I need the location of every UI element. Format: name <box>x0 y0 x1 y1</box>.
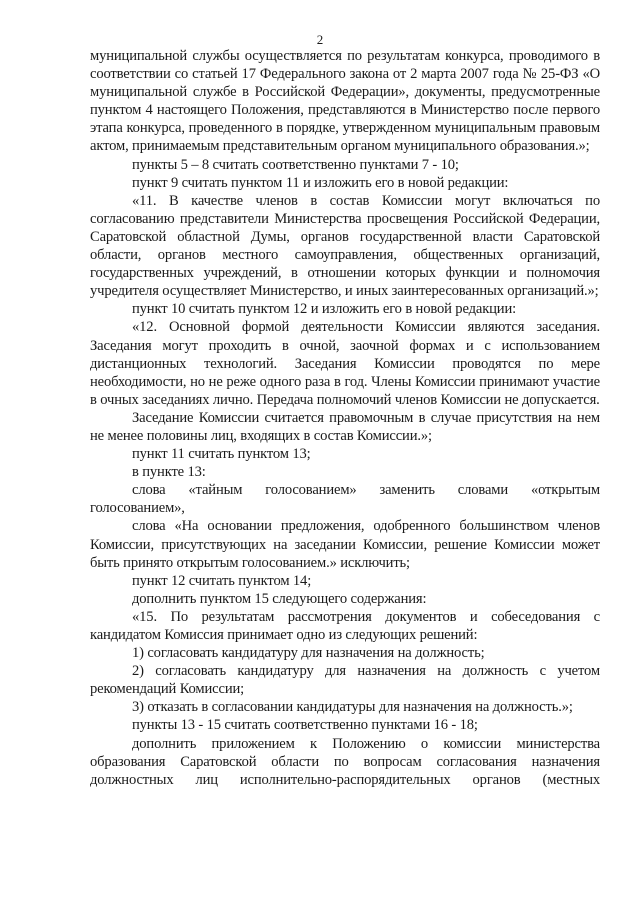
paragraph: пункты 5 – 8 считать соответственно пунктами 7 - 10; <box>132 156 459 173</box>
paragraph: 3) отказать в согласовании кандидатуры для назначения на должность.»; <box>132 699 573 716</box>
paragraph: пункты 13 - 15 считать соответственно пунктами 16 - 18; <box>132 717 478 734</box>
paragraph: слова «На основании предложения, одобренного большинством членов Комиссии, присутствующих на заседании Комиссии, решение Комиссии может быть принято открытым голосованием.» исключить; <box>90 518 600 571</box>
paragraph: «12. Основной формой деятельности Комиссии являются заседания. Заседания могут проходить в очной, заочной формах и с использованием дистанционных технологий. Заседания Комиссии проводятся по мере необходимости, но не реже одного раза в год. Члены Комиссии принимают участие в очных заседаниях лично. Передача полномочий членов Комиссии не допускается. <box>90 319 600 408</box>
paragraph: дополнить пунктом 15 следующего содержания: <box>132 590 427 607</box>
paragraph: 1) согласовать кандидатуру для назначения на должность; <box>132 645 485 662</box>
paragraph: пункт 9 считать пунктом 11 и изложить его в новой редакции: <box>132 174 509 191</box>
paragraph: 2) согласовать кандидатуру для назначения на должность с учетом рекомендаций Комиссии; <box>90 663 600 698</box>
paragraph: слова «тайным голосованием» заменить словами «открытым голосованием», <box>90 482 600 517</box>
page-number: 2 <box>316 32 324 47</box>
paragraph: пункт 10 считать пунктом 12 и изложить его в новой редакции: <box>132 301 517 318</box>
paragraph: Заседание Комиссии считается правомочным в случае присутствия на нем не менее половины лиц, входящих в состав Комиссии.»; <box>90 409 600 444</box>
paragraph: «11. В качестве членов в состав Комиссии могут включаться по согласованию представители Министерства просвещения Российской Федерации, Саратовской областной Думы, органов государственной власти Саратовской области, органов местного самоуправления, общественных организаций, государственных учреждений, в отношении которых функции и полномочия учредителя осуществляет Министерство, и иных заинтересованных организаций.»; <box>90 192 600 300</box>
paragraph: муниципальной службы осуществляется по результатам конкурса, проводимого в соответствии со статьей 17 Федерального закона от 2 марта 2007 года № 25-ФЗ «О муниципальной службе в Российской Федерации», документы, предусмотренные пунктом 4 настоящего Положения, представляются в Министерство после первого этапа конкурса, проведенного в порядке, утвержденном муниципальным правовым актом, принимаемым представительным органом муниципального образования.»; <box>90 48 600 155</box>
paragraph: пункт 12 считать пунктом 14; <box>132 572 312 589</box>
paragraph: пункт 11 считать пунктом 13; <box>132 446 311 463</box>
paragraph: «15. По результатам рассмотрения документов и собеседования с кандидатом Комиссия принимает одно из следующих решений: <box>90 608 600 643</box>
paragraph: дополнить приложением к Положению о комиссии министерства образования Саратовской области по вопросам согласования назначения должностных лиц исполнительно-распорядительных органов (местных <box>90 735 600 788</box>
paragraph: в пункте 13: <box>132 464 206 481</box>
document-body <box>90 47 600 789</box>
